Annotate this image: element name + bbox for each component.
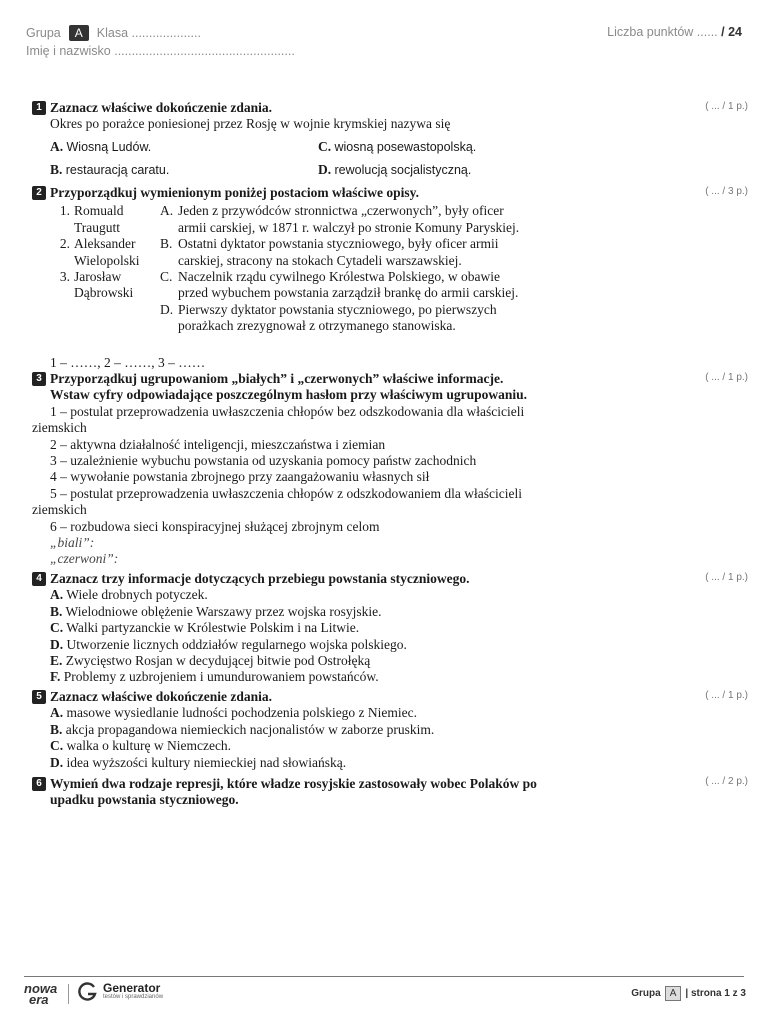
question-title: Przyporządkuj wymienionym poniżej postaciom właściwe opisy. xyxy=(50,185,419,200)
person-item: 1. Romuald xyxy=(59,203,124,219)
question-title: Zaznacz właściwe dokończenie zdania. xyxy=(50,100,272,115)
question-number: 3 xyxy=(32,372,46,386)
question-number: 5 xyxy=(32,690,46,704)
page-footer-info xyxy=(631,986,746,1001)
question-title: Przyporządkuj ugrupowaniom „białych” i „czerwonych” właściwe informacje. xyxy=(50,371,504,386)
generator-g-icon xyxy=(78,982,98,1002)
question-title: Zaznacz właściwe dokończenie zdania. xyxy=(50,689,272,704)
question-number: 1 xyxy=(32,101,46,115)
question-3 xyxy=(32,371,592,568)
points-q1: ( ... / 1 p.) xyxy=(705,101,748,112)
logo-divider xyxy=(68,984,69,1004)
option-b[interactable]: B. restauracją caratu. xyxy=(50,162,170,178)
person-item: Dąbrowski xyxy=(74,285,134,301)
option-c[interactable]: C. walka o kulturę w Niemczech. xyxy=(50,738,232,754)
description-item: B. Ostatni dyktator powstania styczniowego, były oficer armii xyxy=(160,236,499,252)
footer-group-label: Grupa xyxy=(631,988,661,999)
points-label: Liczba punktów ...... xyxy=(607,25,718,39)
person-item: Wielopolski xyxy=(74,252,140,268)
option-a[interactable]: A. Wiele drobnych potyczek. xyxy=(50,587,208,603)
list-item: 6 – rozbudowa sieci konspiracyjnej służącej zbrojnym celom xyxy=(50,518,380,534)
question-number: 4 xyxy=(32,572,46,586)
option-d[interactable]: D. rewolucją socjalistyczną. xyxy=(318,162,472,178)
list-item: 5 – postulat przeprowadzenia uwłaszczenia chłopów z odszkodowaniem dla właścicieli xyxy=(50,485,522,501)
question-2 xyxy=(32,185,592,371)
question-number: 6 xyxy=(32,777,46,791)
option-d[interactable]: D. idea wyższości kultury niemieckiej nad słowiańską. xyxy=(50,754,347,770)
list-item: 2 – aktywna działalność inteligencji, mieszczaństwa i ziemian xyxy=(50,436,386,452)
option-c[interactable]: C. wiosną posewastopolską. xyxy=(318,138,477,154)
question-title: Wymień dwa rodzaje represji, które władze rosyjskie zastosowały wobec Polaków po xyxy=(50,776,537,791)
footer-group-badge: A xyxy=(665,986,682,1001)
person-item: 2. Aleksander xyxy=(59,236,136,252)
people-list xyxy=(50,203,160,334)
question-5 xyxy=(32,689,592,771)
points-q5: ( ... / 1 p.) xyxy=(705,690,748,701)
points-total: / 24 xyxy=(721,25,742,39)
footer-divider xyxy=(24,976,744,977)
question-6 xyxy=(32,776,592,809)
option-c[interactable]: C. Walki partyzanckie w Królestwie Polskim i na Litwie. xyxy=(50,620,360,636)
person-item: 3. Jarosław xyxy=(59,269,122,285)
question-1 xyxy=(32,100,592,179)
question-number: 2 xyxy=(32,186,46,200)
group-label: Grupa xyxy=(26,26,61,40)
list-item: 3 – uzależnienie wybuchu powstania od uzyskania pomocy państw zachodnich xyxy=(50,453,477,469)
list-item: 4 – wywołanie powstania zbrojnego przy zaangażowaniu własnych sił xyxy=(50,469,430,485)
description-item: C. Naczelnik rządu cywilnego Królestwa Polskiego, w obawie xyxy=(160,269,501,285)
question-title: Zaznacz trzy informacje dotyczących przebiegu powstania styczniowego. xyxy=(50,571,470,586)
points-q3: ( ... / 1 p.) xyxy=(705,372,748,383)
description-list: A. Jeden z przywódców stronnictwa „czerwonych”, były oficer armii carskiej, w 1871 r. walczył po stronie Komuny Paryskiej. B. Ostatni dyktator powstania styczniowego, były oficer armii carskiej, stracony na stokach Cytadeli warszawskiej. C. Naczelnik rządu cywilnego Królestwa Polskiego, w obawie przed wybuchem powstania zarządził brankę do armii carskiej. D. Pierwszy dyktator powstania styczniowego, po pierwszych porażkach zrezygnował z otrzymanego stanowiska. xyxy=(160,203,520,334)
class-field[interactable]: Klasa .................... xyxy=(96,26,201,40)
person-item: Traugutt xyxy=(74,219,121,235)
points-q6: ( ... / 2 p.) xyxy=(705,776,748,787)
option-f[interactable]: F. Problemy z uzbrojeniem i umundurowaniem powstańców. xyxy=(50,669,379,685)
list-item: 1 – postulat przeprowadzenia uwłaszczenia chłopów bez odszkodowania dla właścicieli xyxy=(50,403,525,419)
description-item: D. Pierwszy dyktator powstania styczniowego, po pierwszych xyxy=(160,301,497,317)
group-badge: A xyxy=(69,25,89,41)
red-answer-field[interactable]: „czerwoni”: xyxy=(50,551,119,567)
question-title-cont: upadku powstania styczniowego. xyxy=(50,792,239,808)
option-a[interactable]: A. Wiosną Ludów. xyxy=(50,138,152,154)
student-header xyxy=(26,24,295,60)
nowa-era-logo: nowa era xyxy=(24,981,58,1007)
points-q2: ( ... / 3 p.) xyxy=(705,186,748,197)
points-summary xyxy=(607,25,742,39)
option-d[interactable]: D. Utworzenie licznych oddziałów regularnego wojska polskiego. xyxy=(50,636,407,652)
white-answer-field[interactable]: „biali”: xyxy=(50,535,95,551)
option-b[interactable]: B. Wielodniowe oblężenie Warszawy przez wojska rosyjskie. xyxy=(50,603,382,619)
option-a[interactable]: A. masowe wysiedlanie ludności pochodzenia polskiego z Niemiec. xyxy=(50,705,418,721)
generator-logo: Generator testów i sprawdzianów xyxy=(103,981,164,1000)
description-item: A. Jeden z przywódców stronnictwa „czerwonych”, były oficer xyxy=(160,203,504,219)
option-b[interactable]: B. akcja propagandowa niemieckich nacjonalistów w zaborze pruskim. xyxy=(50,721,435,737)
name-field[interactable]: Imię i nazwisko .................................................... xyxy=(26,44,295,58)
points-q4: ( ... / 1 p.) xyxy=(705,572,748,583)
list-item: ziemskich xyxy=(32,502,87,518)
page-number: | strona 1 z 3 xyxy=(685,988,746,999)
question-stem: Okres po porażce poniesionej przez Rosję w wojnie krymskiej nazywa się xyxy=(50,116,451,132)
answer-line[interactable]: 1 – ……, 2 – ……, 3 – …… xyxy=(50,354,206,370)
option-e[interactable]: E. Zwycięstwo Rosjan w decydującej bitwie pod Ostrołęką xyxy=(50,653,371,669)
question-4 xyxy=(32,571,592,686)
question-instruction: Wstaw cyfry odpowiadające poszczególnym hasłom przy właściwym ugrupowaniu. xyxy=(50,387,527,403)
list-item: ziemskich xyxy=(32,420,87,436)
